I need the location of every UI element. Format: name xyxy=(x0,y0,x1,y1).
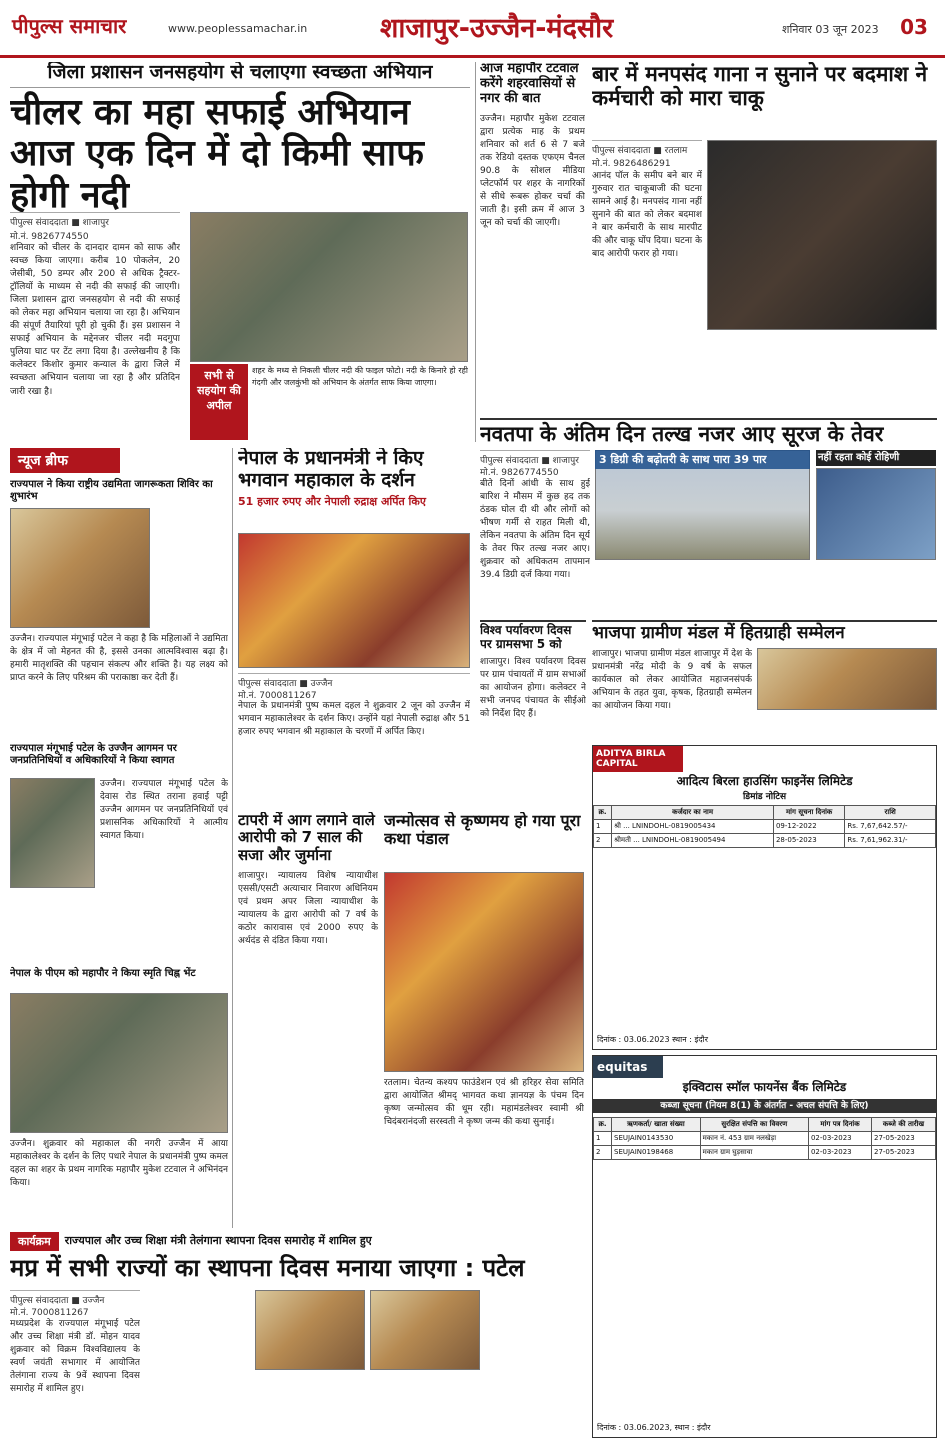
nepal-photo xyxy=(238,533,470,668)
karyakram-tag: कार्यक्रम xyxy=(10,1232,59,1251)
heat-side-photo xyxy=(816,468,936,560)
bjp-photo xyxy=(757,648,937,710)
lead-photo xyxy=(190,212,468,362)
nepal-phone: मो.नं. 7000811267 xyxy=(238,691,317,701)
table-cell: श्री ... LNINDOHL-0819005434 xyxy=(612,820,774,834)
table-row xyxy=(594,1146,936,1160)
brief-1-photo xyxy=(10,508,150,628)
karyakram-photo-2 xyxy=(370,1290,480,1370)
mahapour-headline: आज महापौर टटवाल करेंगे शहरवासियों से नगर की बात xyxy=(480,62,579,106)
table-cell: 27-05-2023 xyxy=(871,1146,935,1160)
brief-3-photo xyxy=(10,993,228,1133)
karyakram-headline: मप्र में सभी राज्यों का स्थापना दिवस मनाया जाएगा : पटेल xyxy=(10,1254,525,1282)
brand-url[interactable]: www.peoplessamachar.in xyxy=(168,22,308,35)
section-title: शाजापुर-उज्जैन-मंदसौर xyxy=(380,13,614,44)
table-header: मांग पत्र दिनांक xyxy=(808,1118,871,1132)
karyakram-phone: मो.नं. 7000811267 xyxy=(10,1308,89,1318)
table-cell: 1 xyxy=(594,1132,612,1146)
table-cell: 09-12-2022 xyxy=(773,820,844,834)
lead-headline: चीलर का महा सफाई अभियान आज एक दिन में दो किमी साफ होगी नदी xyxy=(10,91,424,216)
table-row xyxy=(594,834,936,848)
table-cell: SEUJAIN0143530 xyxy=(612,1132,701,1146)
table-cell: मकान ग्राम घुड़सावा xyxy=(700,1146,808,1160)
table-cell: SEUJAIN0198468 xyxy=(612,1146,701,1160)
heat-headline: नवतपा के अंतिम दिन तल्ख नजर आए सूरज के तेवर xyxy=(480,418,937,446)
lead-caption: शहर के मध्य से निकली चीलर नदी की फाइल फोटो। नदी के किनारे हो रही गंदगी और जलकुंभी को अभियान के अंतर्गत साफ किया जाएगा। xyxy=(252,366,468,387)
ad-birla-title: आदित्य बिरला हाउसिंग फाइनेंस लिमिटेड xyxy=(676,774,853,788)
lead-kicker: जिला प्रशासन जनसहयोग से चलाएगा स्वच्छता अभियान xyxy=(10,62,470,88)
brief-1-body: उज्जैन। राज्यपाल मंगूभाई पटेल ने कहा है कि महिलाओं ने उद्यमिता के क्षेत्र में जो मेहनत की है, इससे उनका आत्मविश्वास बढ़ा है। हमारी मातृशक्ति की पहचान संकल्प और शक्ति है। यह लक्ष्य को प्राप्त करने के लिए परिश्रम की पराकाष्ठा कर देती हैं। xyxy=(10,634,228,684)
paryavaran-story xyxy=(480,620,586,805)
bar-phone: मो.नं. 9826486291 xyxy=(592,159,671,169)
karyakram-kicker-row xyxy=(10,1232,586,1251)
nepal-story xyxy=(238,448,470,808)
karyakram-story xyxy=(10,1232,586,1438)
table-cell: 1 xyxy=(594,820,612,834)
heat-phone: मो.नं. 9826774550 xyxy=(480,468,559,478)
heat-story xyxy=(480,418,937,618)
karyakram-photo-1 xyxy=(255,1290,365,1370)
bar-story xyxy=(592,62,937,417)
ad-equitas-table xyxy=(593,1117,936,1160)
table-header: ऋणकर्ता/ खाता संख्या xyxy=(612,1118,701,1132)
heat-photo-caption: 3 डिग्री की बढ़ोतरी के साथ पारा 39 पार xyxy=(595,450,810,469)
bjp-story xyxy=(592,620,937,740)
tapri-story xyxy=(238,812,378,1228)
karyakram-kicker: राज्यपाल और उच्च शिक्षा मंत्री तेलंगाना स्थापना दिवस समारोह में शामिल हुए xyxy=(64,1234,372,1248)
janmotsav-story xyxy=(384,812,584,1228)
nepal-subhead: 51 हजार रुपए और नेपाली रुद्राक्ष अर्पित किए xyxy=(238,494,426,508)
ad-equitas-title: इक्विटास स्मॉल फायनेंस बैंक लिमिटेड xyxy=(682,1080,847,1094)
lead-story xyxy=(10,62,470,442)
brief-2-body: उज्जैन। राज्यपाल मंगूभाई पटेल के देवास रोड स्थित तराना हवाई पट्टी उज्जैन आगमन पर जनप्रतिनिधियों एवं प्रशासनिक अधिकारियों ने आत्मीय स्वागत किया। xyxy=(100,779,228,842)
tapri-body: शाजापुर। न्यायालय विशेष न्यायाधीश एससी/एसटी अत्याचार निवारण अधिनियम एवं प्रथम अपर जिला न्यायाधीश के न्यायालय के द्वारा आरोपी को 7 वर्ष के कठोर कारावास एवं 2000 रुपए के अर्थदंड से दंडित किया गया। xyxy=(238,870,378,946)
janmotsav-photo xyxy=(384,872,584,1072)
tapri-headline: टापरी में आग लगाने वाले आरोपी को 7 साल की सजा और जुर्माना xyxy=(238,812,375,864)
table-row xyxy=(594,820,936,834)
table-cell: 28-05-2023 xyxy=(773,834,844,848)
bar-headline: बार में मनपसंद गाना न सुनाने पर बदमाश ने कर्मचारी को मारा चाकू xyxy=(592,62,928,111)
table-cell: मकान नं. 453 ग्राम नलखेड़ा xyxy=(700,1132,808,1146)
table-header-row xyxy=(594,1118,936,1132)
masthead xyxy=(0,0,945,58)
brief-2-title: राज्यपाल मंगूभाई पटेल के उज्जैन आगमन पर जनप्रतिनिधियों व अधिकारियों ने किया स्वागत xyxy=(10,743,177,766)
news-brief-label: न्यूज ब्रीफ xyxy=(10,448,120,473)
table-cell: 02-03-2023 xyxy=(808,1132,871,1146)
table-header: सुरक्षित संपत्ति का विवरण xyxy=(700,1118,808,1132)
table-header: राशि xyxy=(845,806,936,820)
ad-birla-table xyxy=(593,805,936,848)
ad-equitas-subtitle: कब्जा सूचना (नियम 8(1) के अंतर्गत - अचल संपत्ति के लिए) xyxy=(593,1099,936,1113)
heat-byline: पीपुल्स संवाददाता ■ शाजापुर xyxy=(480,450,590,466)
table-header: क्र. xyxy=(594,1118,612,1132)
nepal-byline: पीपुल्स संवाददाता ■ उज्जैन xyxy=(238,673,470,689)
heat-side-title: नहीं रहता कोई रोहिणी xyxy=(816,450,936,466)
table-cell: Rs. 7,67,642.57/- xyxy=(845,820,936,834)
brief-3-title: नेपाल के पीएम को महापौर ने किया स्मृति चिह्न भेंट xyxy=(10,968,196,979)
nepal-body: नेपाल के प्रधानमंत्री पुष्प कमल दहल ने शुक्रवार 2 जून को उज्जैन में भगवान महाकालेश्वर के दर्शन किए। उन्होंने यहां नेपाली रुद्राक्ष और 51 हजार रुपए भगवान श्री महाकाल के चरणों में अर्पित किए। xyxy=(238,701,470,738)
ad-birla-housing xyxy=(592,745,937,1050)
lead-byline: पीपुल्स संवाददाता ■ शाजापुर xyxy=(10,212,180,228)
mahapour-story xyxy=(480,62,585,417)
paryavaran-body: शाजापुर। विश्व पर्यावरण दिवस पर ग्राम पंचायतों में ग्राम सभाओं का आयोजन होगा। कलेक्टर ने सभी जनपद पंचायत के सीईओ को निर्देश दिए हैं। xyxy=(480,656,586,719)
column-rule xyxy=(232,448,233,1228)
ad-birla-footer: दिनांक : 03.06.2023 स्थान : इंदौर xyxy=(597,1035,708,1044)
column-rule xyxy=(475,62,476,442)
news-brief xyxy=(10,448,228,1228)
karyakram-byline: पीपुल्स संवाददाता ■ उज्जैन xyxy=(10,1290,140,1306)
bar-photo xyxy=(707,140,937,330)
ad-birla-brand: ADITYA BIRLA CAPITAL xyxy=(593,746,683,772)
table-header: क्र. xyxy=(594,806,612,820)
table-cell: 02-03-2023 xyxy=(808,1146,871,1160)
table-header: कर्जदार का नाम xyxy=(612,806,774,820)
ad-birla-subtitle: डिमांड नोटिस xyxy=(742,791,787,802)
ad-equitas xyxy=(592,1055,937,1438)
lead-phone: मो.नं. 9826774550 xyxy=(10,232,89,242)
janmotsav-headline: जन्मोत्सव से कृष्णमय हो गया पूरा कथा पंडाल xyxy=(384,812,581,849)
table-header: मांग सूचना दिनांक xyxy=(773,806,844,820)
table-row xyxy=(594,1132,936,1146)
brief-1-title: राज्यपाल ने किया राष्ट्रीय उद्यमिता जागरूकता शिविर का शुभारंभ xyxy=(10,479,213,502)
table-header: कब्जे की तारीख xyxy=(871,1118,935,1132)
page-number: 03 xyxy=(900,15,928,39)
bjp-body: शाजापुर। भाजपा ग्रामीण मंडल शाजापुर में देश के प्रधानमंत्री नरेंद्र मोदी के 9 वर्ष के सफल कार्यकाल को लेकर आयोजित महाजनसंपर्क अभियान के तहत युवा, कृषक, हितग्राही सम्मेलन का आयोजन किया गया। xyxy=(592,649,752,712)
appeal-box: सभी से सहयोग की अपील xyxy=(190,364,248,440)
paryavaran-headline: विश्व पर्यावरण दिवस पर ग्रामसभा 5 को xyxy=(480,620,586,652)
karyakram-body: मध्यप्रदेश के राज्यपाल मंगूभाई पटेल और उच्च शिक्षा मंत्री डॉ. मोहन यादव शुक्रवार को विक्रम विश्वविद्यालय के स्वर्ण जयंती सभागार में आयोजित तेलंगाना राज्य के 9वें स्थापना दिवस समारोह में शामिल हुए। xyxy=(10,1319,140,1395)
table-cell: श्रीमती ... LNINDOHL-0819005494 xyxy=(612,834,774,848)
table-cell: 27-05-2023 xyxy=(871,1132,935,1146)
bjp-headline: भाजपा ग्रामीण मंडल में हितग्राही सम्मेलन xyxy=(592,620,937,644)
nepal-headline: नेपाल के प्रधानमंत्री ने किए भगवान महाकाल के दर्शन xyxy=(238,448,424,491)
brand-logo: पीपुल्स समाचार xyxy=(12,14,127,38)
janmotsav-body: रतलाम। चेतन्य कश्यप फाउंडेशन एवं श्री हरिहर सेवा समिति द्वारा आयोजित श्रीमद् भागवत कथा ज्ञानयज्ञ के पंचम दिन कृष्ण जन्मोत्सव की धूम रही। महामंडलेश्वर स्वामी श्री चिदंबरानंदजी सरस्वती ने कृष्ण जन्म की कथा सुनाई। xyxy=(384,1078,584,1128)
ad-equitas-footer: दिनांक : 03.06.2023, स्थान : इंदौर xyxy=(597,1423,711,1432)
bar-byline: पीपुल्स संवाददाता ■ रतलाम xyxy=(592,140,702,156)
brief-3-body: उज्जैन। शुक्रवार को महाकाल की नगरी उज्जैन में आया महाकालेश्वर के दर्शन के लिए पधारे नेपाल के प्रधानमंत्री पुष्प कमल दहल का शहर के प्रथम नागरिक महापौर मुकेश टटवाल ने अभिनंदन किया। xyxy=(10,1139,228,1189)
ad-equitas-brand: equitas xyxy=(593,1056,663,1078)
lead-body: शनिवार को चीलर के दानदार दामन को साफ और स्वच्छ किया जाएगा। करीब 10 पोकलेन, 20 जेसीबी, 50 डम्पर और 200 से अधिक ट्रैक्टर-ट्रॉलियों के माध्यम से नदी की सफाई की जाएगी। जिला प्रशासन द्वारा जनसहयोग से नदी की सफाई को लेकर महा अभियान चलाया जा रहा है। अभियान की संपूर्ण तैयारियां पूरी हो चुकी हैं। इस प्रशासन ने सफाई अभियान के मद्देनजर चीलर नदी मदगुपा पुलिया घाट पर टेंट लगा दिया है। उल्लेखनीय है कि कलेक्टर किशोर कुमार कन्याल के द्वारा जिले में स्वच्छता अभियान चलाया जा रहा है और प्रतिदिन जारी रखा है। xyxy=(10,243,180,397)
table-cell: 2 xyxy=(594,1146,612,1160)
table-header-row xyxy=(594,806,936,820)
issue-date: शनिवार 03 जून 2023 xyxy=(782,23,879,36)
table-cell: 2 xyxy=(594,834,612,848)
heat-body: बीते दिनों आंधी के साथ हुई बारिश ने मौसम में कुछ हद तक ठंडक घोल दी थी और लोगों को भीषण गर्मी से राहत मिली थी, लेकिन नवतपा के अंतिम दिन सूर्य के तेवर फिर तल्ख नजर आए। शुक्रवार को अधिकतम तापमान 39.4 डिग्री दर्ज किया गया। xyxy=(480,479,590,581)
bar-body: आनंद पॉल के समीप बने बार में गुरुवार रात चाकूबाजी की घटना सामने आई है। मनपसंद गाना नहीं सुनाने की बात को लेकर बदमाश ने बार कर्मचारी के साथ मारपीट की और चाकू घोंप दिया। घटना के बाद आरोपी फरार हो गया। xyxy=(592,171,702,260)
mahapour-body: उज्जैन। महापौर मुकेश टटवाल द्वारा प्रत्येक माह के प्रथम शनिवार को शर्त 6 से 7 बजे तक रेडियो दस्तक एफएम चैनल 90.8 के सोशल मीडिया प्लेटफॉर्म पर शहर के नागरिकों से सीधे रूबरू होकर चर्चा की जाती है। इसी क्रम में आज 3 जून को चर्चा की जाएगी। xyxy=(480,113,585,229)
table-cell: Rs. 7,61,962.31/- xyxy=(845,834,936,848)
brief-2-photo xyxy=(10,778,95,888)
